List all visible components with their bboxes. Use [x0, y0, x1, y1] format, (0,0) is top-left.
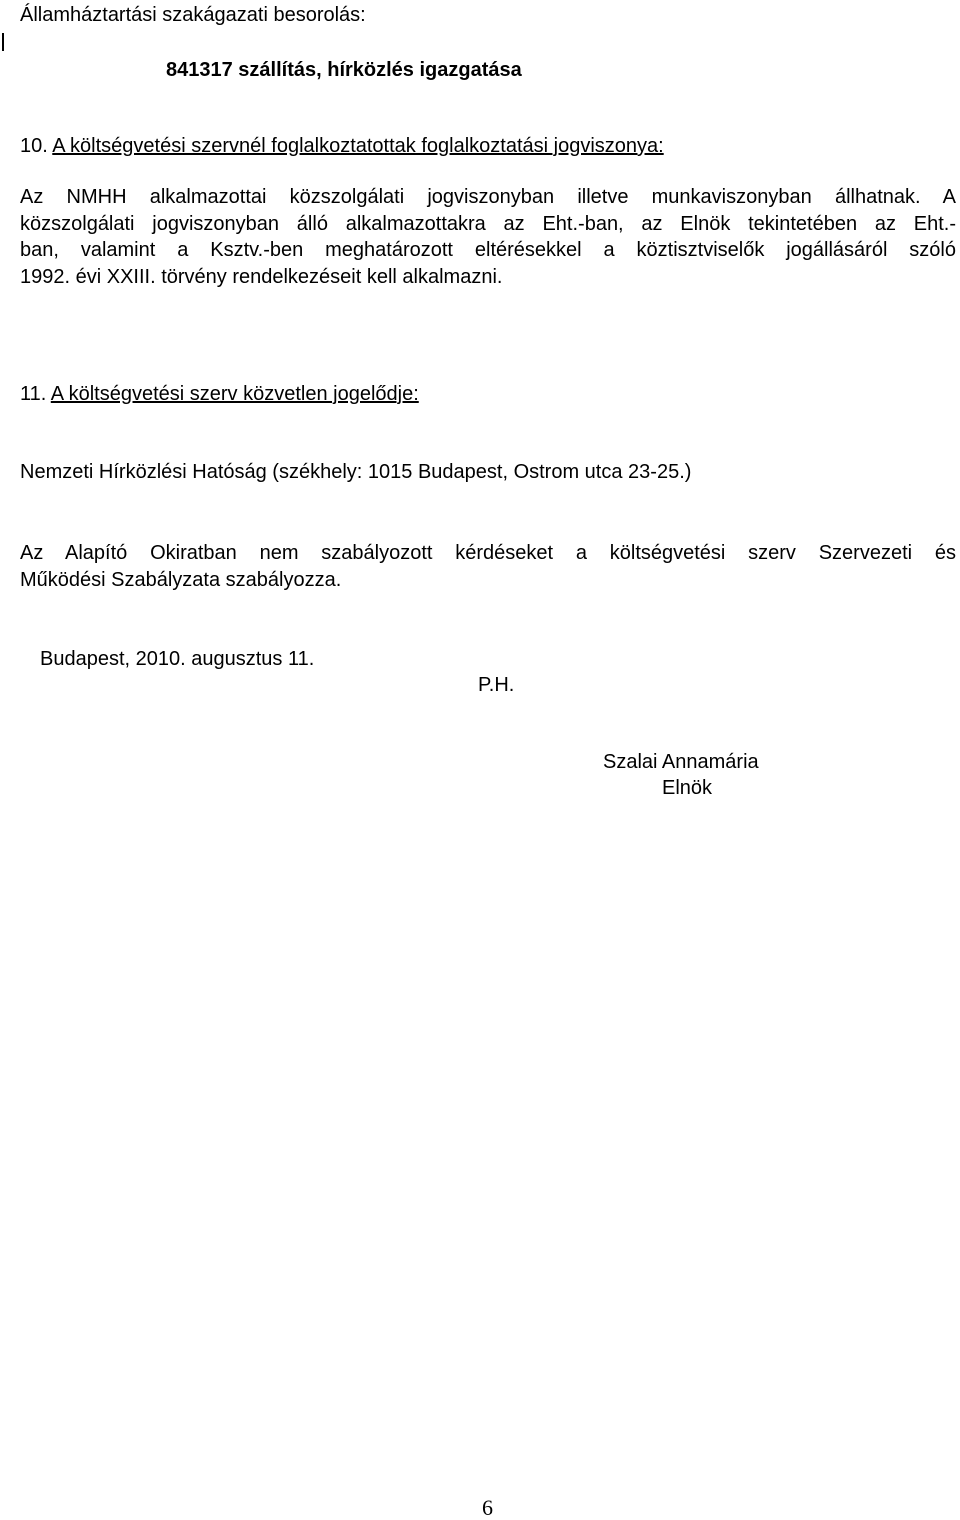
closing-paragraph — [20, 540, 956, 593]
closing-line: Működési Szabályzata szabályozza. — [20, 568, 342, 591]
section-10-line: közszolgálati jogviszonyban álló alkalmazottakra az Eht.-ban, az Elnök tekintetében az Eht.- — [20, 212, 956, 235]
section-10-heading — [20, 133, 664, 159]
signatory-title: Elnök — [662, 777, 713, 799]
section-11-heading — [20, 381, 419, 407]
signatory-name: Szalai Annamária — [603, 751, 759, 773]
margin-change-bar — [2, 33, 4, 51]
section-10-number: 10. — [20, 135, 48, 157]
seal-mark: P.H. — [478, 674, 515, 696]
section-11-body: Nemzeti Hírközlési Hatóság (székhely: 1015 Budapest, Ostrom utca 23-25.) — [20, 461, 692, 483]
section-10-title: A költségvetési szervnél foglalkoztatottak foglalkoztatási jogviszonya: — [52, 135, 664, 157]
section-10-line: ban, valamint a Ksztv.-ben meghatározott eltérésekkel a köztisztviselők jogállásáról szóló — [20, 239, 956, 261]
section-11-title: A költségvetési szerv közvetlen jogelődje: — [50, 383, 419, 405]
section-11-number: 11. — [20, 383, 47, 405]
closing-line: Az Alapító Okiratban nem szabályozott kérdéseket a költségvetési szerv Szervezeti és — [20, 542, 956, 564]
section-10-line: Az NMHH alkalmazottai közszolgálati jogviszonyban illetve munkaviszonyban állhatnak. A — [20, 186, 956, 208]
classification-code: 841317 szállítás, hírközlés igazgatása — [166, 59, 522, 81]
place-date: Budapest, 2010. augusztus 11. — [40, 648, 315, 670]
classification-label: Államháztartási szakágazati besorolás: — [20, 4, 366, 26]
section-10-body — [20, 184, 956, 290]
page-number: 6 — [482, 1495, 493, 1520]
section-10-line: 1992. évi XXIII. törvény rendelkezéseit kell alkalmazni. — [20, 265, 503, 288]
